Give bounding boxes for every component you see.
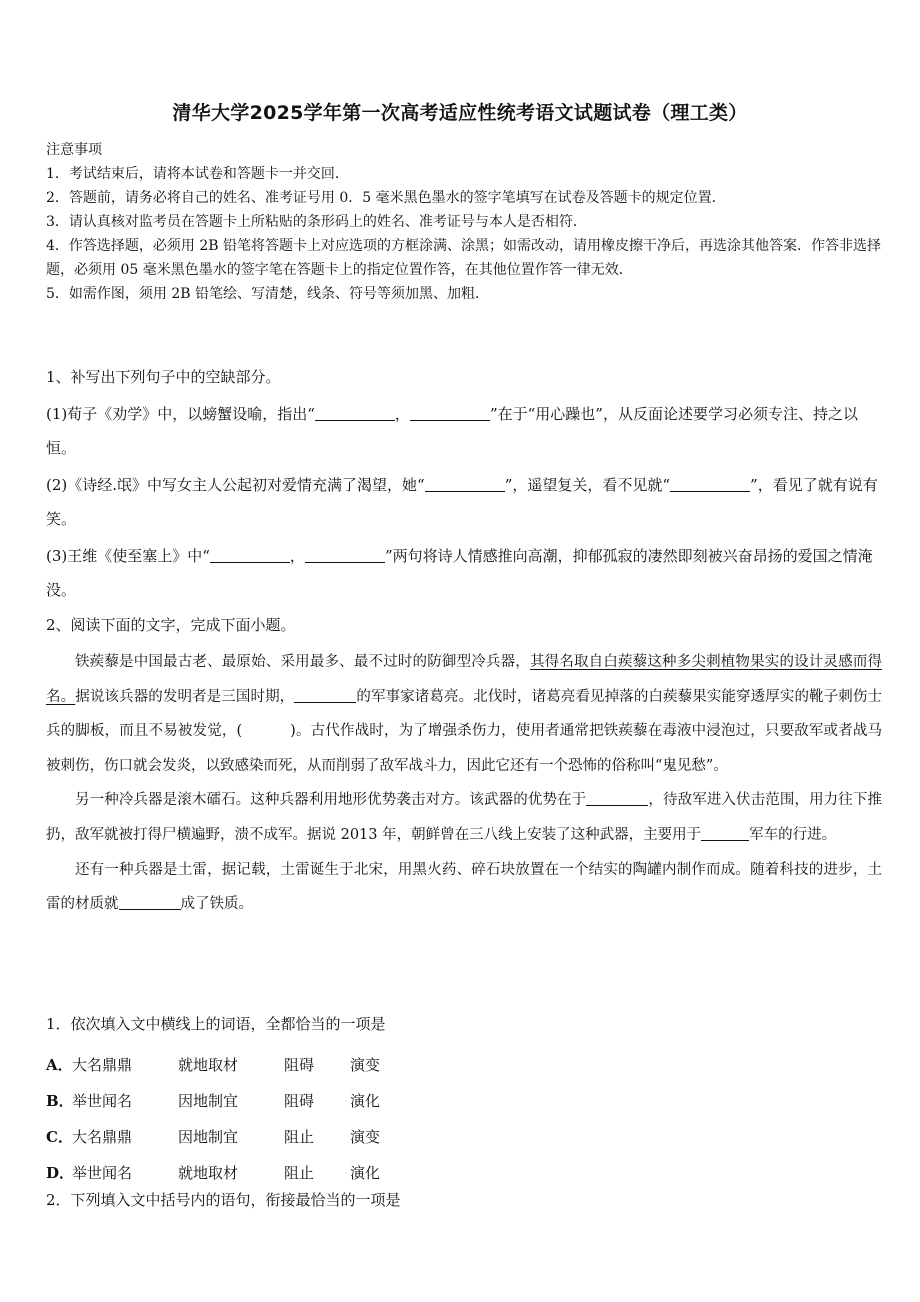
exam-title: 清华大学2025学年第一次高考适应性统考语文试题试卷（理工类） [172, 102, 748, 124]
answer-blank[interactable] [586, 791, 648, 807]
mcq-2-stem: 2．下列填入文中括号内的语句，衔接最恰当的一项是 [46, 1191, 401, 1209]
notice-item: 1．考试结束后，请将本试卷和答题卡一并交回． [46, 166, 349, 182]
answer-blank[interactable] [119, 895, 181, 911]
notice-item: 2．答题前，请务必将自己的姓名、准考证号用 0．5 毫米黑色墨水的签字笔填写在试卷及答题卡的规定位置． [46, 190, 726, 206]
multiple-choice-1 [46, 1010, 882, 1190]
item-text: ， [394, 405, 410, 423]
item-text: ， [289, 547, 305, 565]
passage-text: 据说该兵器的发明者是三国时期， [75, 688, 295, 705]
passage-paragraph-3 [46, 853, 882, 922]
question-1-item-3 [46, 539, 882, 607]
item-text: (1)荀子《劝学》中，以螃蟹设喻，指出“ [46, 405, 315, 423]
option-word: 举世闻名 [72, 1163, 133, 1182]
passage-text: 铁蒺藜是中国最古老、最原始、采用最多、最不过时的防御型冷兵器， [75, 654, 530, 670]
answer-blank[interactable] [294, 687, 356, 703]
passage-text: )。古代作战时，为了增强杀伤力，使用者通常把铁蒺藜在毒液中浸泡过，只要敌军或者战马被刺伤，伤口就会发炎，以致感染而死，从而削弱了敌军战斗力，因此它还有一个恐怖的俗称叫“鬼见愁”。 [46, 723, 883, 774]
option-d[interactable] [46, 1154, 882, 1190]
option-word: 演化 [350, 1091, 381, 1110]
passage-paragraph-1 [46, 645, 882, 783]
notice-item: 5．如需作图，须用 2B 铅笔绘、写清楚，线条、符号等须加黑、加粗． [46, 286, 490, 302]
option-word: 因地制宜 [178, 1091, 239, 1110]
answer-blank[interactable] [305, 547, 385, 563]
passage-text: 另一种冷兵器是滚木礌石。这种兵器利用地形优势袭击对方。该武器的优势在于 [75, 792, 587, 809]
notice-item: 4．作答选择题，必须用 2B 铅笔将答题卡上对应选项的方框涂满、涂黑；如需改动，请用橡皮擦干净后，再选涂其他答案．作答非选择题，必须用 05 毫米黑色墨水的签字笔在答题卡上的指定位置作答，在其他位置作答一律无效． [46, 238, 881, 278]
reading-passage [46, 645, 882, 922]
question-1-item-2 [46, 468, 882, 536]
option-word: 大名鼎鼎 [72, 1127, 133, 1146]
option-a[interactable] [46, 1046, 882, 1082]
item-text: (3)王维《使至塞上》中“ [46, 547, 210, 565]
passage-text: 的军事家诸葛亮。北伐时，诸葛亮看见掉落的白蒺藜果实能穿透厚实的靴子刺伤士兵的脚板，而且不易被发觉，( [46, 688, 883, 740]
option-b[interactable] [46, 1082, 882, 1118]
option-word: 就地取材 [178, 1055, 239, 1074]
option-word: 大名鼎鼎 [72, 1055, 133, 1074]
passage-text: 成了铁质。 [180, 896, 253, 913]
item-text: ”两句将诗人情感推向高潮，抑郁孤寂的凄然即刻被兴奋昂扬的爱国之情淹没。 [46, 547, 873, 599]
notice-heading: 注意事项 [46, 142, 102, 158]
option-word: 演变 [350, 1127, 381, 1146]
underlined-sentence: 其得名取自白蒺藜这种多尖刺植物果实的设计灵感而得名。 [46, 654, 882, 705]
question-1 [46, 360, 882, 610]
option-word: 阻止 [284, 1127, 315, 1146]
question-1-item-1 [46, 397, 882, 465]
mcq-stem: 1．依次填入文中横线上的词语，全都恰当的一项是 [46, 1015, 386, 1033]
answer-blank[interactable] [701, 825, 749, 841]
passage-paragraph-2 [46, 783, 882, 852]
notice-item: 3．请认真核对监考员在答题卡上所粘贴的条形码上的姓名、准考证号与本人是否相符． [46, 214, 587, 230]
item-text: ”，看见了就有说有笑。 [46, 476, 878, 528]
option-word: 举世闻名 [72, 1091, 133, 1110]
item-text: (2)《诗经.氓》中写女主人公起初对爱情充满了渴望，她“ [46, 476, 425, 494]
option-word: 演化 [350, 1163, 381, 1182]
item-text: ”，遥望复关，看不见就“ [504, 476, 671, 494]
option-word: 阻止 [284, 1163, 315, 1182]
notice-section [46, 138, 886, 306]
option-label: A． [46, 1055, 73, 1074]
answer-blank[interactable] [210, 547, 290, 563]
question-2-heading: 2、阅读下面的文字，完成下面小题。 [46, 616, 296, 634]
option-word: 演变 [350, 1055, 381, 1074]
question-1-heading: 1、补写出下列句子中的空缺部分。 [46, 368, 281, 386]
passage-text: 军车的行进。 [749, 826, 837, 843]
option-label: D． [46, 1163, 75, 1182]
passage-text: 还有一种兵器是土雷，据记载，土雷诞生于北宋，用黑火药、碎石块放置在一个结实的陶罐内制作而成。随着科技的进步，土雷的材质就 [46, 861, 882, 913]
answer-blank[interactable] [410, 405, 490, 421]
option-word: 阻碍 [284, 1055, 315, 1074]
option-label: B． [46, 1091, 74, 1110]
item-text: ”在于“用心躁也”，从反面论述要学习必须专注、持之以恒。 [46, 405, 858, 457]
option-word: 就地取材 [178, 1163, 239, 1182]
passage-text: ，待敌军进入伏击范围，用力往下推扔，敌军就被打得尸横遍野，溃不成军。据说 2013 年，朝鲜曾在三八线上安装了这种武器，主要用于 [46, 792, 883, 843]
option-word: 因地制宜 [178, 1127, 239, 1146]
option-c[interactable] [46, 1118, 882, 1154]
answer-blank[interactable] [425, 476, 505, 492]
answer-blank[interactable] [315, 405, 395, 421]
answer-blank[interactable] [670, 476, 750, 492]
option-word: 阻碍 [284, 1091, 315, 1110]
option-label: C． [46, 1127, 73, 1146]
